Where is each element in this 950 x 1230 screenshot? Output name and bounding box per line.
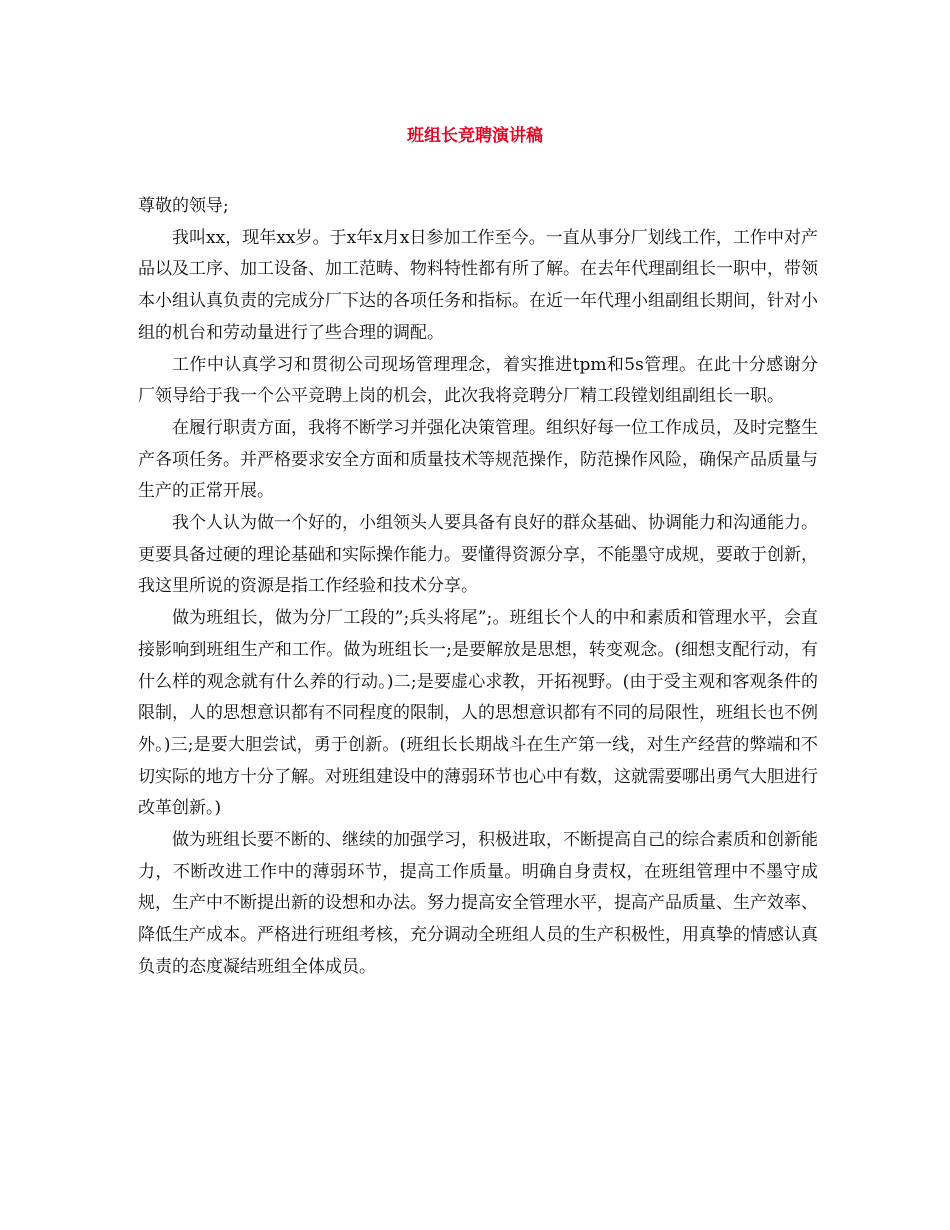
paragraph-3: 在履行职责方面，我将不断学习并强化决策管理。组织好每一位工作成员，及时完整生产各项任务。并严格要求安全方面和质量技术等规范操作，防范操作风险，确保产品质量与生产的正常开展。 [138,417,818,502]
paragraph-4: 我个人认为做一个好的，小组领头人要具备有良好的群众基础、协调能力和沟通能力。更要具备过硬的理论基础和实际操作能力。要懂得资源分享，不能墨守成规，要敢于创新，我这里所说的资源是指工作经验和技术分享。 [138,513,818,597]
paragraph-5: 做为班组长，做为分厂工段的”;兵头将尾”;。班组长个人的中和素质和管理水平，会直接影响到班组生产和工作。做为班组长一;是要解放是思想，转变观念。(细想支配行动，有什么样的观念就有什么养的行动。)二;是要虚心求教，开拓视野。(由于受主观和客观条件的限制，人的思想意识都有不同程度的限制，人的思想意识都有不同的局限性，班组长也不例外。)三;是要大胆尝试，勇于创新。(班组长长期战斗在生产第一线，对生产经营的弊端和不切实际的地方十分了解。对班组建设中的薄弱环节也心中有数，这就需要哪出勇气大胆进行改革创新。) [138,608,818,819]
document-body [138,191,818,984]
paragraph-1: 我叫xx，现年xx岁。于x年x月x日参加工作至今。一直从事分厂划线工作，工作中对产品以及工序、加工设备、加工范畴、物料特性都有所了解。在去年代理副组长一职中，带领本小组认真负责的完成分厂下达的各项任务和指标。在近一年代理小组副组长期间，针对小组的机台和劳动量进行了些合理的调配。 [138,227,818,343]
paragraph-6: 做为班组长要不断的、继续的加强学习，积极进取，不断提高自己的综合素质和创新能力，不断改进工作中的薄弱环节，提高工作质量。明确自身责权，在班组管理中不墨守成规，生产中不断提出新的设想和办法。努力提高安全管理水平，提高产品质量、生产效率、降低生产成本。严格进行班组考核，充分调动全班组人员的生产积极性，用真挚的情感认真负责的态度凝结班组全体成员。 [138,830,818,977]
paragraph-2: 工作中认真学习和贯彻公司现场管理理念，着实推进tpm和5s管理。在此十分感谢分厂领导给于我一个公平竞聘上岗的机会，此次我将竞聘分厂精工段镗划组副组长一职。 [138,354,818,407]
salutation: 尊敬的领导; [138,196,229,216]
document-title: 班组长竞聘演讲稿 [407,126,543,146]
